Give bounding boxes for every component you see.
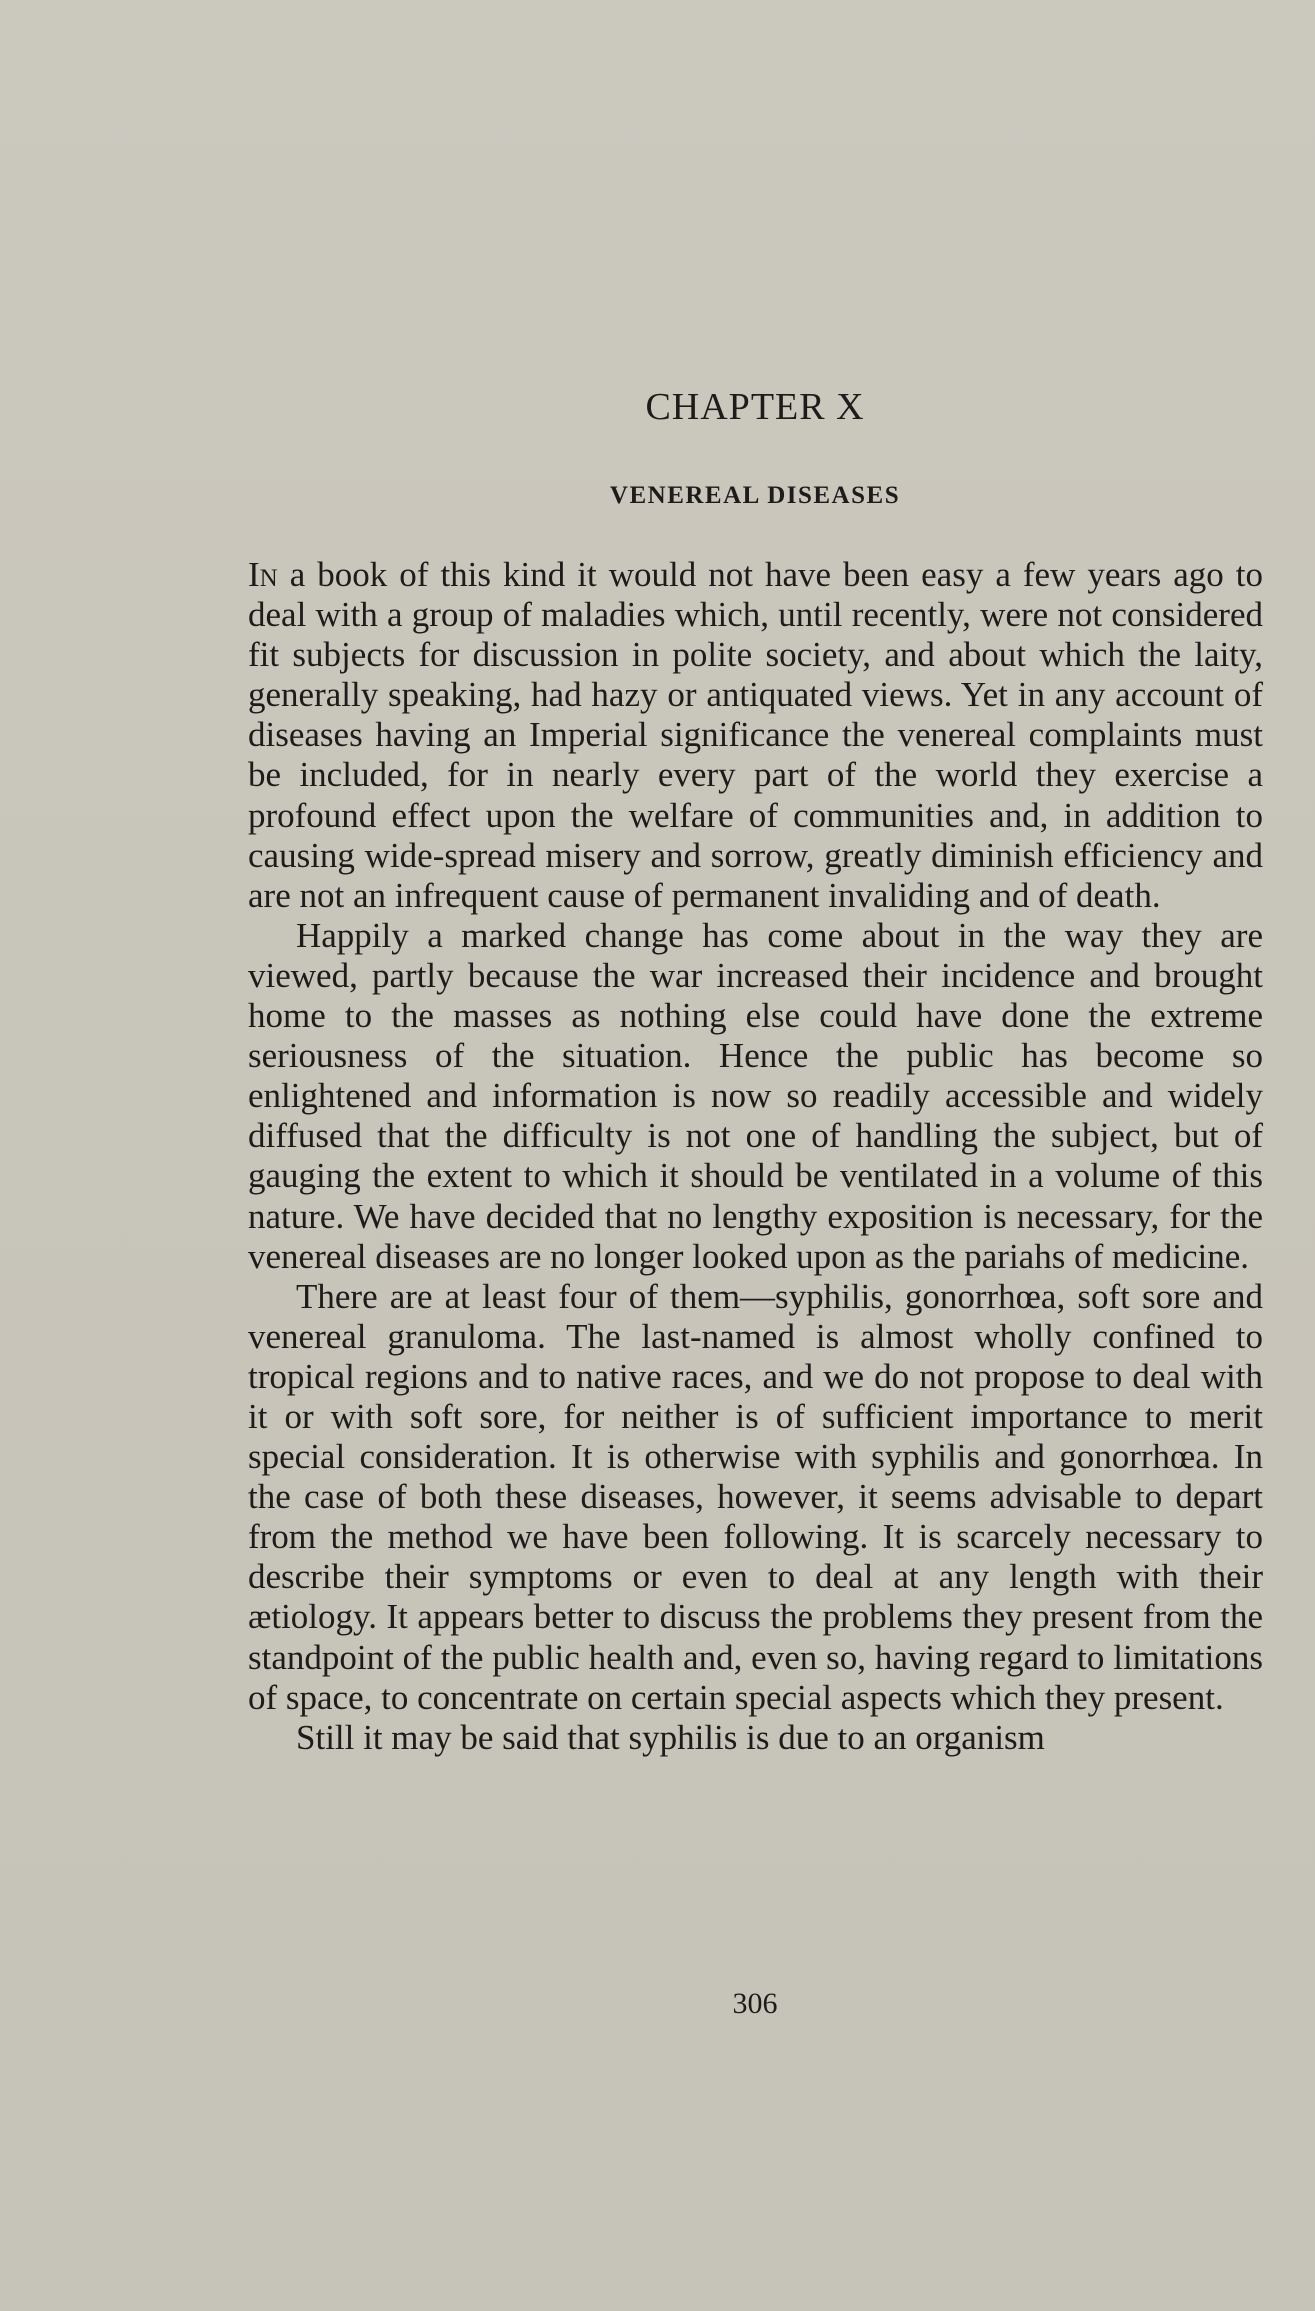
- paragraph-4: Still it may be said that syphilis is due to an organism: [296, 1717, 1045, 1757]
- chapter-heading: CHAPTER X: [645, 386, 865, 428]
- paragraph-3: There are at least four of them—syphilis, gonorrhœa, soft sore and venereal granuloma. The last-named is almost wholly confined to tropical regions and to native races, and we do not propose to deal with it or with soft sore, for neither is of sufficient importance to merit special consideration. It is otherwise with syphilis and gonorrhœa. In the case of both these diseases, however, it seems advisable to depart from the method we have been following. It is scarcely necessary to describe their symptoms or even to deal at any length with their ætiology. It appears better to discuss the problems they present from the standpoint of the public health and, even so, having regard to limitations of space, to concentrate on certain special aspects which they present.: [248, 1276, 1263, 1717]
- body-text: [248, 555, 1263, 1758]
- opening-word: In: [248, 555, 278, 594]
- paragraph-1: [248, 555, 1263, 916]
- paragraph-1-text: a book of this kind it would not have been easy a few years ago to deal with a group of maladies which, until recently, were not considered fit subjects for discussion in polite society, and about which the laity, generally speaking, had hazy or antiquated views. Yet in any account of diseases having an Imperial significance the venereal complaints must be included, for in nearly every part of the world they exercise a profound effect upon the welfare of communities and, in addition to causing wide-spread misery and sorrow, greatly diminish efficiency and are not an infrequent cause of permanent invaliding and of death.: [248, 555, 1263, 915]
- page-number: 306: [732, 1987, 778, 2020]
- section-heading: VENEREAL DISEASES: [609, 482, 901, 509]
- paragraph-2: Happily a marked change has come about in the way they are viewed, partly because the war increased their incidence and brought home to the masses as nothing else could have done the extreme seriousness of the situation. Hence the public has become so enlightened and information is now so readily accessible and widely diffused that the difficulty is not one of handling the subject, but of gauging the extent to which it should be ventilated in a volume of this nature. We have decided that no lengthy exposition is necessary, for the venereal diseases are no longer looked upon as the pariahs of medicine.: [248, 915, 1263, 1276]
